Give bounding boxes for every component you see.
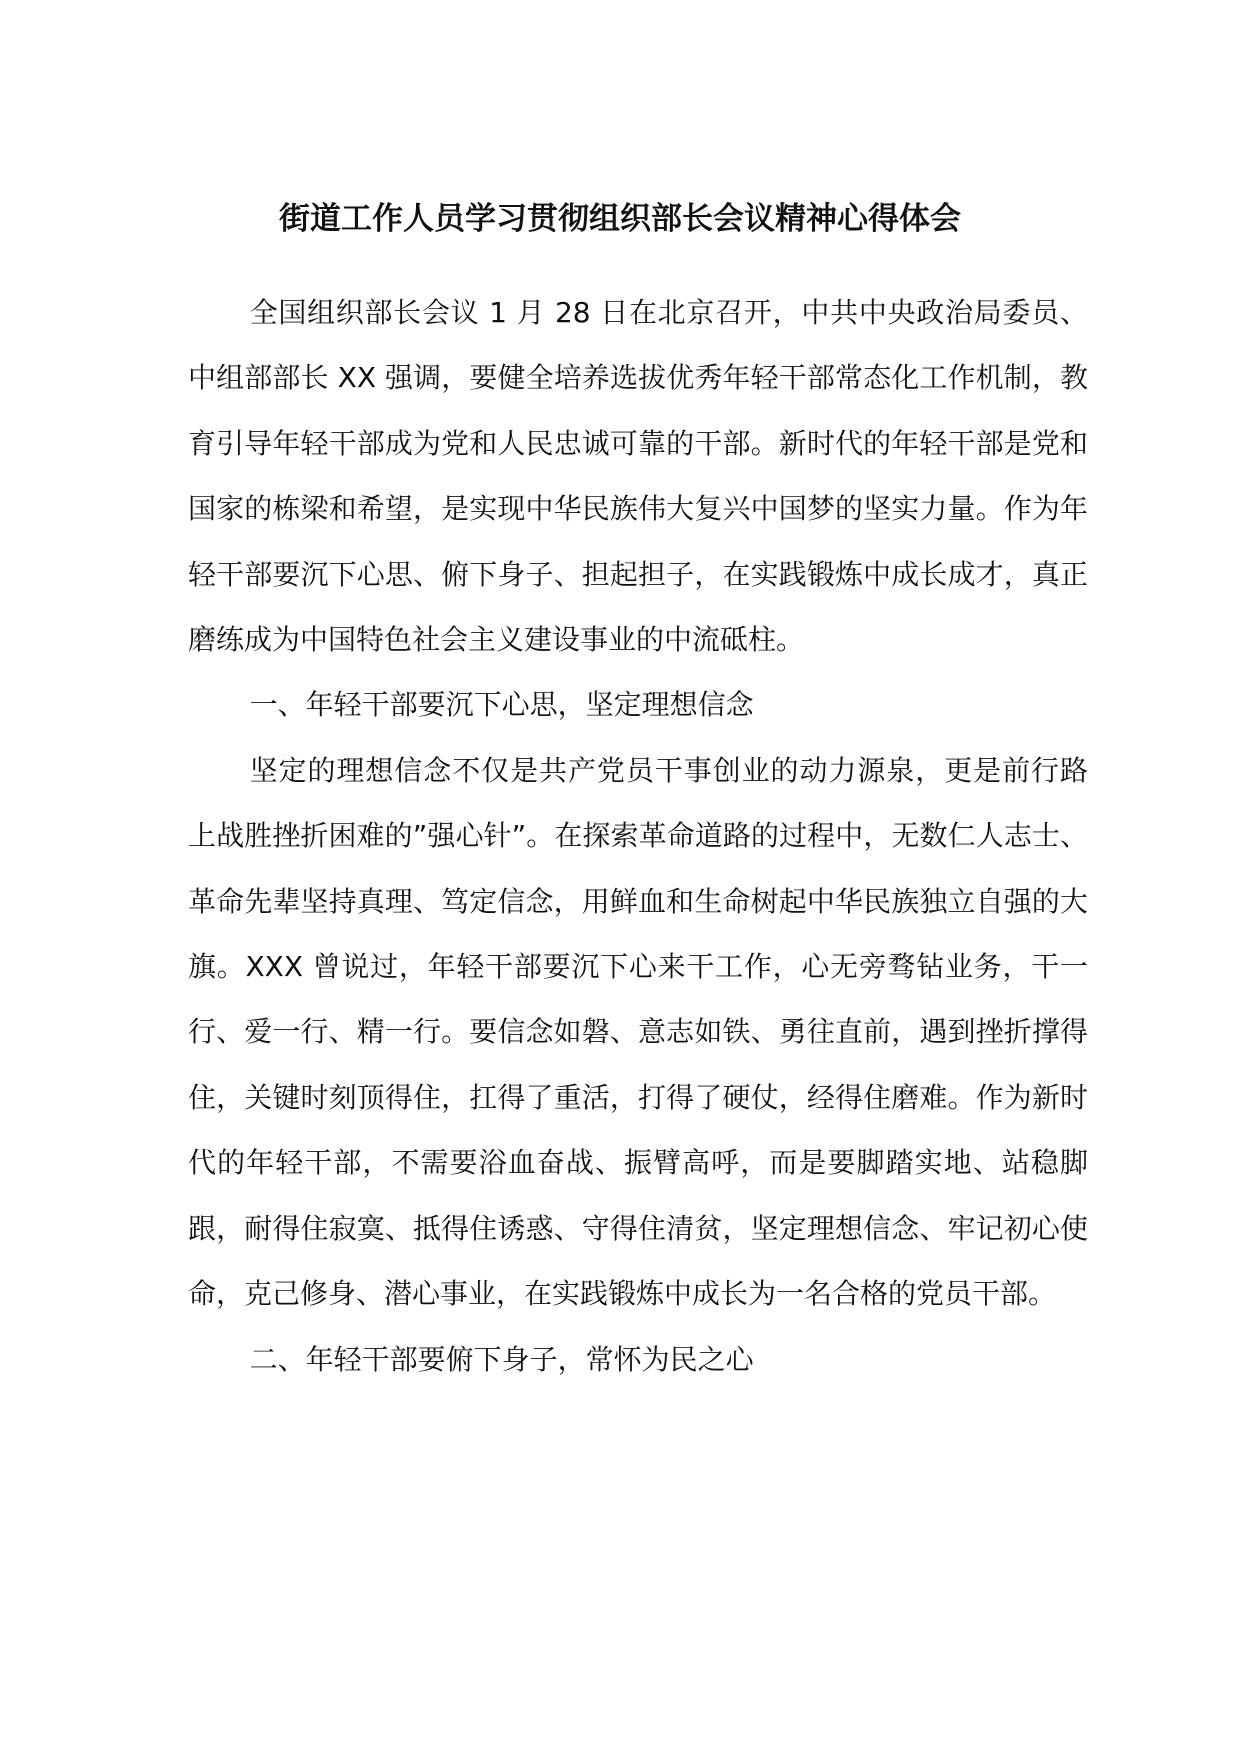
body-paragraph-intro: 全国组织部长会议 1 月 28 日在北京召开，中共中央政治局委员、中组部部长 XX 强调，要健全培养选拔优秀年轻干部常态化工作机制，教育引导年轻干部成为党和人民忠诚可靠的干部。新时代的年轻干部是党和国家的栋梁和希望，是实现中华民族伟大复兴中国梦的坚实力量。作为年轻干部要沉下心思、俯下身子、担起担子，在实践锻炼中成长成才，真正磨练成为中国特色社会主义建设事业的中流砥柱。 — [188, 296, 1088, 657]
document-body — [188, 280, 1088, 1392]
body-paragraph-section-1: 坚定的理想信念不仅是共产党员干事创业的动力源泉，更是前行路上战胜挫折困难的”强心针”。在探索革命道路的过程中，无数仁人志士、革命先辈坚持真理、笃定信念，用鲜血和生命树起中华民族独立自强的大旗。XXX 曾说过，年轻干部要沉下心来干工作，心无旁骛钻业务，干一行、爱一行、精一行。要信念如磐、意志如铁、勇往直前，遇到挫折撑得住，关键时刻顶得住，扛得了重活，打得了硬仗，经得住磨难。作为新时代的年轻干部，不需要浴血奋战、振臂高呼，而是要脚踏实地、站稳脚跟，耐得住寂寞、抵得住诱惑、守得住清贫，坚定理想信念、牢记初心使命，克己修身、潜心事业，在实践锻炼中成长为一名合格的党员干部。 — [188, 753, 1088, 1311]
document-title: 街道工作人员学习贯彻组织部长会议精神心得体会 — [279, 201, 961, 237]
section-heading-2: 二、年轻干部要俯下身子，常怀为民之心 — [249, 1342, 754, 1376]
section-heading-1: 一、年轻干部要沉下心思，坚定理想信念 — [249, 688, 754, 722]
